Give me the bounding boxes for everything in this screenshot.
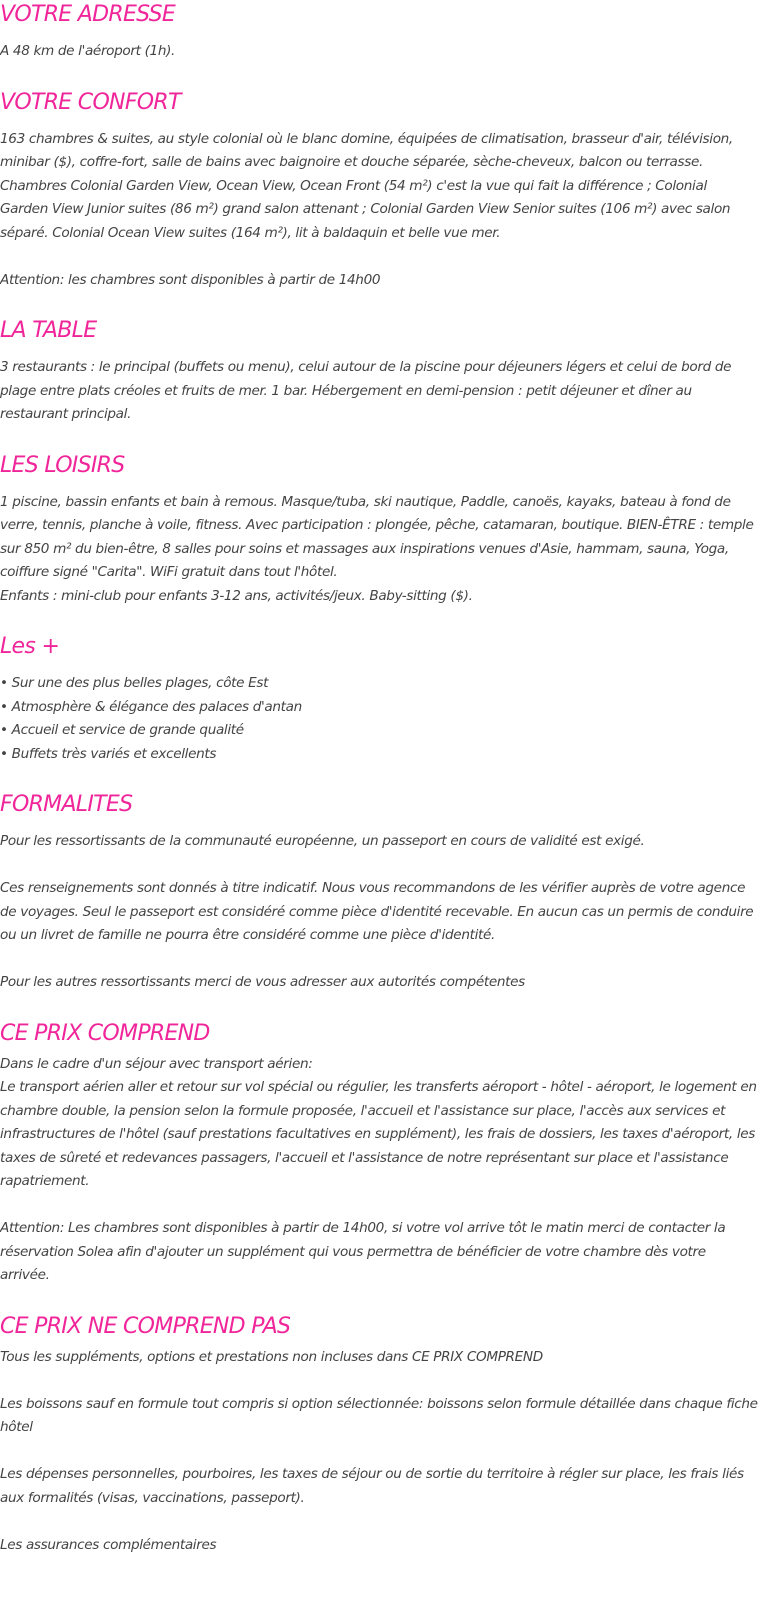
section-text: Pour les autres ressortissants merci de vous adresser aux autorités compétentes <box>0 974 525 990</box>
section-title: LA TABLE <box>0 318 97 343</box>
section-text: 3 restaurants : le principal (buffets ou menu), celui autour de la piscine pour déjeuners légers et celui de bord de plage entre plats créoles et fruits de mer. 1 bar. Hébergement en demi-pension : petit déjeuner et dîner au restaurant principal. <box>0 359 732 422</box>
section-leisure <box>0 451 758 609</box>
section-text: Les assurances complémentaires <box>0 1536 217 1553</box>
list-item: • Buffets très variés et excellents <box>0 745 217 762</box>
section-text: Attention: Les chambres sont disponibles à partir de 14h00, si votre vol arrive tôt le matin merci de contacter la réservation Solea afin d'ajouter un supplément qui vous permettra de bénéficier de votre chambre dès votre arrivée. <box>0 1220 726 1283</box>
section-price-excludes <box>0 1312 758 1558</box>
section-formalities <box>0 790 758 995</box>
section-text: Attention: les chambres sont disponibles à partir de 14h00 <box>0 271 381 288</box>
section-title: Les + <box>0 634 60 659</box>
section-title: FORMALITES <box>0 792 133 817</box>
section-text: Tous les suppléments, options et prestations non incluses dans CE PRIX COMPREND <box>0 1348 543 1365</box>
section-text: Les boissons sauf en formule tout compris si option sélectionnée: boissons selon formule détaillée dans chaque fiche hôtel <box>0 1395 758 1435</box>
section-text: Dans le cadre d'un séjour avec transport aérien: <box>0 1055 313 1072</box>
section-text: A 48 km de l'aéroport (1h). <box>0 43 176 59</box>
section-title: LES LOISIRS <box>0 452 125 478</box>
section-text: Ces renseignements sont donnés à titre indicatif. Nous vous recommandons de les vérifier auprès de votre agence de voyages. Seul le passeport est considéré comme pièce d'identité recevable. En aucun cas un permis de conduire ou un livret de famille ne pourra être considéré comme une pièce d'identité. <box>0 880 754 943</box>
section-table <box>0 316 758 427</box>
section-text: Le transport aérien aller et retour sur vol spécial ou régulier, les transferts aéroport - hôtel - aéroport, le logement en chambre double, la pension selon la formule proposée, l'accueil et l'assistance sur place, l'accès aux services et infrastructures de l'hôtel (sauf prestations facultatives en supplément), les frais de dossiers, les taxes d'aéroport, les taxes de sûreté et redevances passagers, l'accueil et l'assistance de notre représentant sur place et l'assistance rapatriement. <box>0 1079 757 1189</box>
section-title: CE PRIX NE COMPREND PAS <box>0 1313 291 1339</box>
section-title: CE PRIX COMPREND <box>0 1020 210 1046</box>
section-title: VOTRE CONFORT <box>0 89 181 115</box>
section-title: VOTRE ADRESSE <box>0 2 176 27</box>
section-text: Pour les ressortissants de la communauté européenne, un passeport en cours de validité est exigé. <box>0 833 645 849</box>
section-text: Les dépenses personnelles, pourboires, les taxes de séjour ou de sortie du territoire à régler sur place, les frais liés aux formalités (visas, vaccinations, passeport). <box>0 1466 744 1506</box>
list-item: • Accueil et service de grande qualité <box>0 722 244 738</box>
section-price-includes <box>0 1019 758 1288</box>
section-address <box>0 0 758 64</box>
list-item: • Sur une des plus belles plages, côte Est <box>0 675 269 691</box>
list-item: • Atmosphère & élégance des palaces d'antan <box>0 698 302 715</box>
section-comfort <box>0 88 758 293</box>
section-text: 163 chambres & suites, au style colonial où le blanc domine, équipées de climatisation, brasseur d'air, télévision, minibar ($), coffre-fort, salle de bains avec baignoire et douche séparée, sèche-cheveux, balcon ou terrasse. Chambres Colonial Garden View, Ocean View, Ocean Front (54 m²) c'est la vue qui fait la différence ; Colonial Garden View Junior suites (86 m²) grand salon attenant ; Colonial Garden View Senior suites (106 m²) avec salon séparé. Colonial Ocean View suites (164 m²), lit à baldaquin et belle vue mer. <box>0 130 733 241</box>
section-text: Enfants : mini-club pour enfants 3-12 ans, activités/jeux. Baby-sitting ($). <box>0 587 473 604</box>
section-highlights <box>0 632 758 766</box>
section-text: 1 piscine, bassin enfants et bain à remous. Masque/tuba, ski nautique, Paddle, canoës, kayaks, bateau à fond de verre, tennis, planche à voile, fitness. Avec participation : plongée, pêche, catamaran, boutique. BIEN-ÊTRE : temple sur 850 m² du bien-être, 8 salles pour soins et massages aux inspirations venues d'Asie, hammam, sauna, Yoga, coiffure signé "Carita". WiFi gratuit dans tout l'hôtel. <box>0 493 754 580</box>
